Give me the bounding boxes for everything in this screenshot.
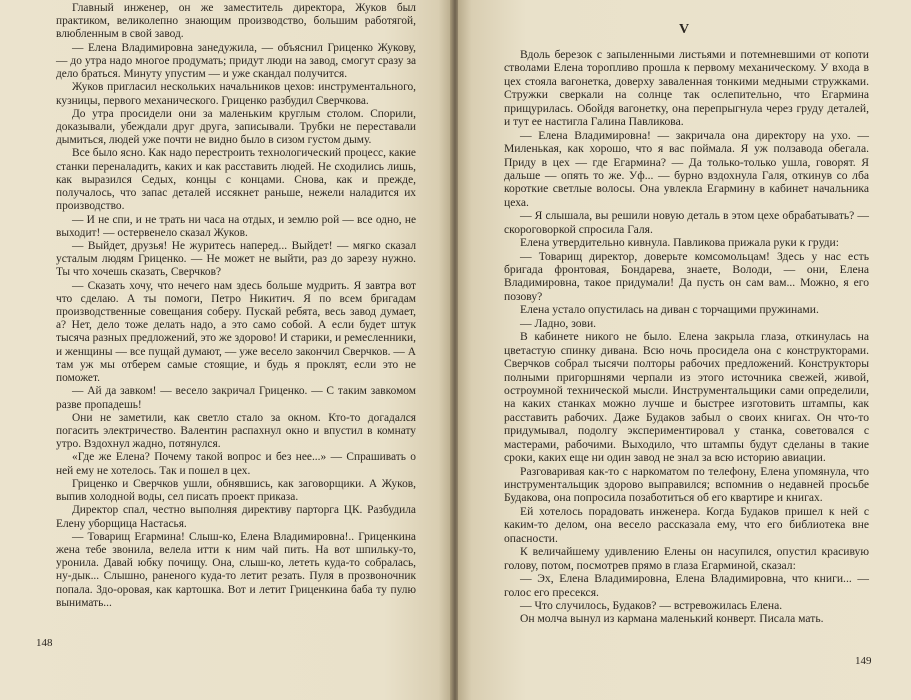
- paragraph: Елена утвердительно кивнула. Павликова прижала руки к груди:: [520, 236, 839, 250]
- right-page-text: [504, 48, 869, 626]
- paragraph: — Что случилось, Будаков? — встревожилась Елена.: [520, 598, 783, 612]
- paragraph: — Сказать хочу, что нечего нам здесь больше мудрить. Я завтра вот что сделаю. А ты помоги, Петро Никитич. Я по всем бригадам производственные совещания соберу. Пускай ребята, весь завод думает, а? Нет, дело тоже делать надо, а это само собой. А если будет штук тысяча разных предложений, это же здорово! И старики, и ремесленники, и женщины — все пущай думают, — уже весело закончил Сверчков. — А там уж мы отберем самые стоящие, и будь я проклят, если это не поможет.: [56, 279, 416, 385]
- paragraph: Жуков пригласил нескольких начальников цехов: инструментального, кузницы, первого механического. Гриценко разбудил Сверчкова.: [56, 81, 416, 107]
- paragraph: «Где же Елена? Почему такой вопрос и без нее...» — Спрашивать о ней ему не хотелось. Так и пошел в цех.: [56, 451, 416, 477]
- paragraph: Он молча вынул из кармана маленький конверт. Писала мать.: [520, 612, 824, 626]
- chapter-heading: V: [678, 22, 691, 37]
- paragraph: — Товарищ Егармина! Слыш-ко, Елена Владимировна!.. Гриценкина жена тебе звонила, велела итти к ним чай пить. На вот шпильку-то, уронила. Давай юбку почищу. Она, слыш-ко, лететь куда-то собралась, ну-дык... Слышно, раненого куда-то летит резать. Пуля в прозвоночник попала. Здо-оровая, как картошка. Вот и летит Гриценкина баба ту пулю вынимать...: [56, 530, 416, 609]
- paragraph: До утра просидели они за маленьким круглым столом. Спорили, доказывали, убеждали друг друга, записывали. Трубки не переставали дымиться, людей уже почти не видно было в сизом густом дыму.: [56, 107, 416, 147]
- paragraph: — Выйдет, друзья! Не журитесь наперед... Выйдет! — мягко сказал усталым людям Гриценко. — Не может не выйти, раз до зарезу нужно. Ты что хочешь сказать, Сверчков?: [56, 239, 416, 279]
- paragraph: К величайшему удивлению Елены он насупился, опустил красивую голову, потом, посмотрев прямо в глаза Егарминой, сказал:: [504, 545, 869, 572]
- left-page-text: [56, 2, 416, 610]
- paragraph: — Елена Владимировна! — закричала она директору на ухо. — Миленькая, как хорошо, что я вас поймала. Я уж ползавода обегала. Приду в цех — где Егармина? — Да только-только ушла, говорят. Я дальше — опять то же. Уф... — бурно вздохнула Галя, откинув со лба короткие светлые волосы. Она увлекла Егармину в кабинет начальника цеха.: [504, 128, 869, 209]
- paragraph: В кабинете никого не было. Елена закрыла глаза, откинулась на цветастую спинку дивана. Всю ночь просидела она с конструкторами. Сверчков собрал тысячи полторы рабочих предложений. Конструкторы полными пригоршнями черпали из этого источника свежей, живой, остроумной технической мысли. Инструментальщики сами определили, на каких станках можно лучше и быстрее изготовить штампы, как расставить рабочих. Даже Будаков забыл о своих книгах. Он что-то придумывал, подолгу экспериментировал у станка, советовался с мастерами, рабочими. Выходило, что штампы будут сделаны в такие сроки, каких еще ни один завод не знал за всю историю авиации.: [504, 330, 869, 465]
- right-page: [458, 0, 911, 700]
- paragraph: — Ладно, зови.: [520, 316, 597, 330]
- page-number-right: 149: [855, 655, 872, 667]
- paragraph: Елена устало опустилась на диван с торчащими пружинами.: [520, 303, 819, 317]
- paragraph: Ей хотелось порадовать инженера. Когда Будаков пришел к ней с каким-то делом, она весело рассказала ему, что его библиотека вне опасности.: [504, 504, 869, 545]
- paragraph: — Ай да завком! — весело закричал Гриценко. — С таким завкомом разве пропадешь!: [56, 385, 416, 411]
- paragraph: — Эх, Елена Владимировна, Елена Владимировна, что книги... — голос его пресекся.: [504, 572, 869, 599]
- paragraph: Гриценко и Сверчков ушли, обнявшись, как заговорщики. А Жуков, выпив холодной воды, сел писать проект приказа.: [56, 477, 416, 504]
- paragraph: Все было ясно. Как надо перестроить технологический процесс, какие станки переналадить, каких и как расставить людей. Не сходились лишь, как выразился Седых, концы с концами. Снова, как и прежде, получалось, что запас деталей иссякнет раньше, нежели наладится их производство.: [56, 147, 416, 213]
- paragraph: — И не спи, и не трать ни часа на отдых, и землю рой — все одно, не выходит! — остервенело сказал Жуков.: [56, 213, 416, 239]
- paragraph: — Я слышала, вы решили новую деталь в этом цехе обрабатывать? — скороговоркой спросила Галя.: [504, 209, 869, 236]
- paragraph: Разговаривая как-то с наркоматом по телефону, Елена упомянула, что инструментальщик здорово выправился; вспомнив о недавней просьбе Будакова, она попросила позаботиться об его квартире и книгах.: [504, 464, 869, 505]
- page-number-left: 148: [36, 637, 53, 649]
- paragraph: Директор спал, честно выполняя директиву парторга ЦК. Разбудила Елену уборщица Настасья.: [56, 504, 416, 530]
- paragraph: Главный инженер, он же заместитель директора, Жуков был практиком, великолепно знающим производство, большим работягой, влюбленным в свой завод.: [56, 2, 416, 41]
- paragraph: Вдоль березок с запыленными листьями и потемневшими от копоти стволами Елена торопливо прошла к первому механическому. У входа в цех стояла вагонетка, доверху заваленная тонкими медными стружками. Стружки сверкали на солнце так ослепительно, что Егармина прищурилась. Обойдя вагонетку, она перепрыгнула через груду деталей, и тут ее настигла Галина Павликова.: [504, 48, 869, 129]
- paragraph: Они не заметили, как светло стало за окном. Кто-то догадался погасить электричество. Валентин распахнул окно и впустил в комнату утро. Вздохнул жадно, потянулся.: [56, 411, 416, 451]
- left-page: [0, 0, 452, 700]
- paragraph: — Елена Владимировна занедужила, — объяснил Гриценко Жукову, — до утра надо многое продумать; придут люди на завод, смогут сразу за дело браться. Минуту упустим — и уже скандал получится.: [56, 41, 416, 81]
- paragraph: — Товарищ директор, доверьте комсомольцам! Здесь у нас есть бригада фронтовая, Бондарева, знаете, Володи, — они, Елена Владимировна, такое придумали! Да пусть он сам вам... Можно, я его позову?: [504, 249, 869, 303]
